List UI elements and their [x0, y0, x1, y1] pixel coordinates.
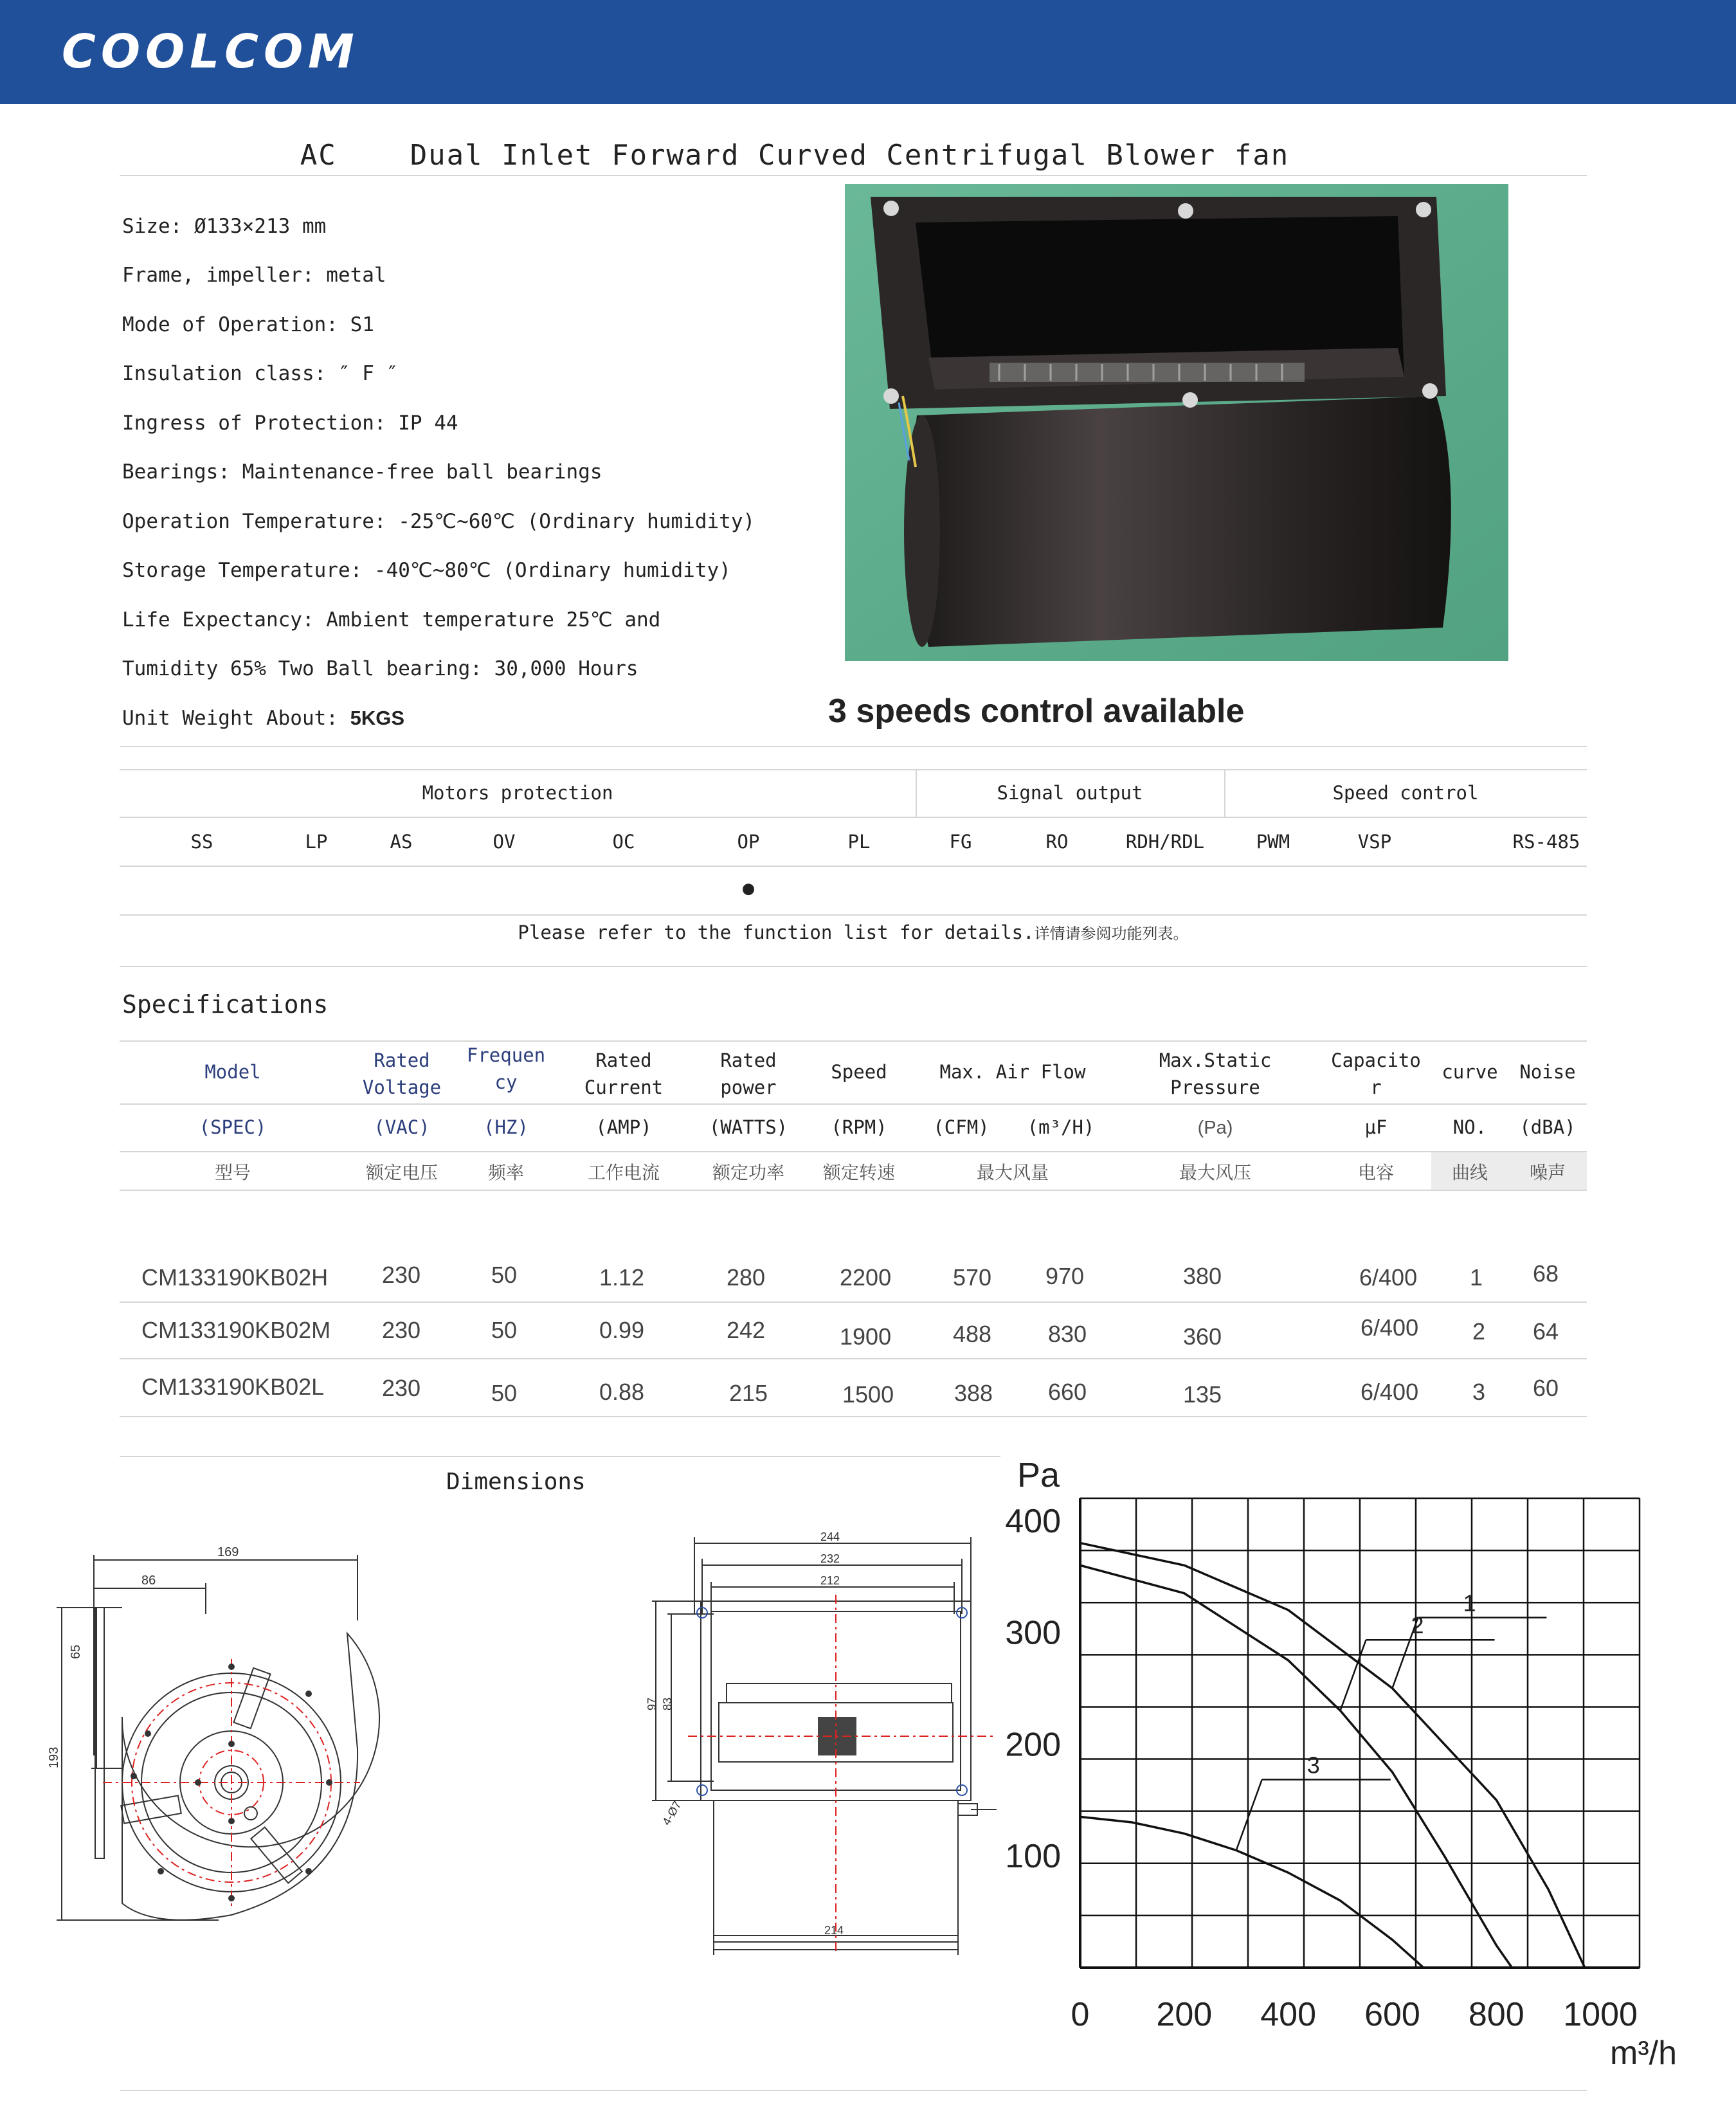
- dim-97: 97: [646, 1697, 658, 1710]
- rule: [120, 966, 1587, 967]
- row-current: 0.99: [599, 1317, 645, 1343]
- col-power: [691, 1047, 806, 1101]
- feature-insulation: Insulation class: ″ F ″: [122, 362, 399, 385]
- product-title: AC Dual Inlet Forward Curved Centrifugal Blower fan: [300, 139, 1290, 172]
- unit-pa: (Pa): [1197, 1118, 1233, 1138]
- cn-speed: 额定转速: [822, 1162, 895, 1183]
- dim-86: 86: [141, 1573, 156, 1588]
- col-capacitor: [1318, 1047, 1434, 1101]
- group-motors-protection: Motors protection: [422, 782, 613, 804]
- series-3-label: 3: [1307, 1752, 1320, 1779]
- feature-mode: Mode of Operation: S1: [122, 313, 374, 336]
- rule: [120, 746, 1587, 747]
- series-3-line: [1080, 1817, 1424, 1968]
- col-power-line1: Rated: [720, 1049, 777, 1071]
- col-model: Model: [204, 1061, 261, 1083]
- performance-chart: [1003, 1447, 1697, 2077]
- feature-storage-temp: Storage Temperature: -40℃~80℃ (Ordinary humidity): [122, 559, 731, 582]
- rule: [120, 1456, 1000, 1457]
- cn-model: 型号: [214, 1162, 251, 1183]
- col-curve: curve: [1442, 1061, 1498, 1083]
- col-pressure-line2: Pressure: [1170, 1076, 1260, 1098]
- code-vsp: VSP: [1357, 831, 1392, 853]
- row-current: 0.88: [599, 1379, 645, 1405]
- cn-pressure: 最大风压: [1179, 1162, 1251, 1183]
- row-cfm: 388: [954, 1380, 993, 1406]
- cn-voltage: 额定电压: [365, 1162, 438, 1183]
- feature-humidity: Tumidity 65% Two Ball bearing: 30,000 Hours: [122, 657, 638, 680]
- row-power: 242: [727, 1317, 766, 1343]
- feature-operation-temp: Operation Temperature: -25℃~60℃ (Ordinary humidity): [122, 510, 755, 533]
- row-pressure: 135: [1183, 1381, 1222, 1408]
- dim-193: 193: [47, 1746, 61, 1768]
- dim-212: 212: [820, 1574, 840, 1587]
- col-current: [566, 1047, 682, 1101]
- x-tick-label: 800: [1468, 1996, 1524, 2033]
- dim-214: 214: [824, 1924, 844, 1937]
- code-rs485: RS-485: [1512, 831, 1580, 853]
- row-frequency: 50: [491, 1380, 518, 1406]
- title-rule: [120, 175, 1587, 176]
- row-voltage: 230: [382, 1375, 421, 1401]
- x-tick-label: 1000: [1563, 1996, 1638, 2033]
- x-tick-label: 600: [1364, 1996, 1420, 2033]
- weight-value: 5KGS: [350, 707, 405, 729]
- brand-logo: COOLCOM: [62, 24, 359, 78]
- y-tick-label: 200: [1005, 1726, 1061, 1764]
- row-noise: 64: [1533, 1318, 1559, 1345]
- row-model: CM133190KB02L: [141, 1374, 325, 1400]
- col-noise: Noise: [1519, 1061, 1576, 1083]
- side-view-drawing: [39, 1543, 386, 1942]
- cn-noise: 噪声: [1529, 1162, 1566, 1183]
- code-as: AS: [390, 831, 413, 853]
- chart-curves: [1080, 1543, 1585, 1968]
- feature-protection: Ingress of Protection: IP 44: [122, 412, 458, 435]
- rule: [120, 2090, 1587, 2091]
- row-curve: 2: [1472, 1318, 1486, 1345]
- row-m3h: 660: [1048, 1379, 1087, 1405]
- series-1-label: 1: [1463, 1590, 1476, 1617]
- dim-holes: 4-Ø7: [660, 1799, 684, 1827]
- col-voltage-line1: Rated: [374, 1049, 430, 1071]
- unit-dba: (dBA): [1519, 1116, 1576, 1138]
- row-curve: 3: [1472, 1379, 1486, 1405]
- code-rdh-rdl: RDH/RDL: [1125, 831, 1205, 853]
- rule: [120, 769, 1587, 770]
- unit-vac: (VAC): [374, 1116, 430, 1138]
- col-voltage: [347, 1047, 457, 1101]
- op-supported-marker: ●: [742, 877, 755, 900]
- code-ov: OV: [493, 831, 516, 853]
- dim-169: 169: [217, 1545, 239, 1559]
- weight-label: Unit Weight About:: [122, 707, 350, 730]
- series-2-leader: [1341, 1640, 1366, 1710]
- cn-airflow: 最大风量: [976, 1162, 1049, 1183]
- unit-cfm: (CFM): [933, 1116, 990, 1138]
- col-capacitor-line2: r: [1370, 1076, 1382, 1098]
- row-cfm: 570: [953, 1264, 992, 1291]
- row-pressure: 360: [1183, 1323, 1222, 1350]
- function-note: [120, 921, 1587, 943]
- row-frequency: 50: [491, 1317, 518, 1343]
- cn-power: 额定功率: [712, 1162, 784, 1183]
- row-speed: 1900: [840, 1323, 892, 1350]
- row-capacitor: 6/400: [1359, 1264, 1418, 1291]
- row-frequency: 50: [491, 1262, 518, 1288]
- rule: [120, 866, 1587, 867]
- col-capacitor-line1: Capacito: [1331, 1049, 1421, 1071]
- rule: [120, 1190, 1587, 1191]
- y-tick-label: 100: [1005, 1838, 1061, 1876]
- x-tick-label: 0: [1071, 1996, 1090, 2033]
- col-pressure-line1: Max.Static: [1159, 1049, 1272, 1071]
- x-tick-label: 400: [1260, 1996, 1317, 2033]
- rule: [120, 914, 1587, 916]
- rule: [120, 1103, 1587, 1105]
- row-voltage: 230: [382, 1317, 421, 1343]
- unit-watts: (WATTS): [709, 1116, 788, 1138]
- col-frequency: [458, 1042, 554, 1096]
- row-current: 1.12: [599, 1264, 645, 1291]
- brand-header: [0, 0, 1736, 104]
- row-noise: 60: [1533, 1375, 1559, 1401]
- code-op: OP: [737, 831, 760, 853]
- dim-65: 65: [69, 1644, 83, 1659]
- unit-no: NO.: [1452, 1116, 1487, 1138]
- row-speed: 2200: [840, 1264, 892, 1291]
- code-pwm: PWM: [1256, 831, 1290, 853]
- unit-spec: (SPEC): [199, 1116, 267, 1138]
- feature-weight: [122, 707, 404, 730]
- cn-frequency: 频率: [487, 1162, 524, 1183]
- group-signal-output: Signal output: [997, 782, 1143, 804]
- feature-size: Size: Ø133×213 mm: [122, 215, 327, 238]
- cn-capacitor: 电容: [1357, 1162, 1394, 1183]
- unit-amp: (AMP): [595, 1116, 652, 1138]
- specifications-heading: Specifications: [122, 990, 329, 1019]
- col-current-line1: Rated: [595, 1049, 652, 1071]
- row-voltage: 230: [382, 1262, 421, 1288]
- speeds-note: 3 speeds control available: [828, 693, 1245, 730]
- code-pl: PL: [847, 831, 871, 853]
- col-speed: Speed: [831, 1061, 887, 1083]
- row-power: 280: [727, 1264, 766, 1291]
- series-1-line: [1080, 1543, 1585, 1968]
- row-m3h: 970: [1045, 1263, 1085, 1289]
- y-tick-label: 300: [1005, 1614, 1061, 1652]
- unit-uf: μF: [1364, 1116, 1388, 1138]
- feature-life-expectancy: Life Expectancy: Ambient temperature 25℃ and: [122, 608, 661, 631]
- row-cfm: 488: [953, 1321, 992, 1347]
- cn-current: 工作电流: [587, 1162, 660, 1183]
- y-tick-label: 400: [1005, 1502, 1061, 1540]
- row-power: 215: [729, 1380, 768, 1406]
- rule: [120, 1151, 1587, 1152]
- row-capacitor: 6/400: [1361, 1314, 1419, 1341]
- rule: [120, 1301, 1587, 1303]
- code-ss: SS: [190, 831, 213, 853]
- rule: [120, 1358, 1587, 1359]
- col-airflow: Max. Air Flow: [939, 1061, 1086, 1083]
- row-capacitor: 6/400: [1361, 1379, 1419, 1405]
- x-axis-unit: m³/h: [1610, 2035, 1677, 2072]
- row-model: CM133190KB02M: [141, 1317, 331, 1343]
- y-axis-label: Pa: [1017, 1456, 1060, 1494]
- col-frequency-line1: Frequen: [466, 1044, 546, 1066]
- product-photo: [845, 184, 1508, 661]
- row-noise: 68: [1533, 1260, 1559, 1287]
- rule: [120, 817, 1587, 818]
- series-2-label: 2: [1411, 1612, 1424, 1639]
- row-curve: 1: [1470, 1264, 1483, 1291]
- code-fg: FG: [949, 831, 972, 853]
- col-pressure: [1138, 1047, 1292, 1101]
- rule: [120, 1416, 1587, 1417]
- function-note-cn: 详情请参阅功能列表。: [1034, 925, 1189, 943]
- unit-m3h: (m³/H): [1027, 1116, 1095, 1138]
- code-ro: RO: [1045, 831, 1069, 853]
- dim-232: 232: [820, 1552, 840, 1565]
- col-frequency-line2: cy: [494, 1071, 518, 1093]
- col-current-line2: Current: [584, 1076, 664, 1098]
- x-tick-label: 200: [1156, 1996, 1213, 2033]
- row-pressure: 380: [1183, 1263, 1222, 1289]
- dim-244: 244: [820, 1530, 840, 1543]
- rule: [120, 1040, 1587, 1042]
- row-speed: 1500: [842, 1381, 894, 1408]
- feature-bearings: Bearings: Maintenance-free ball bearings: [122, 460, 602, 484]
- code-oc: OC: [612, 831, 635, 853]
- dim-83: 83: [661, 1697, 674, 1710]
- feature-frame: Frame, impeller: metal: [122, 264, 386, 287]
- chart-ticks: [1005, 1503, 1638, 2033]
- col-power-line2: power: [720, 1076, 777, 1098]
- function-note-en: Please refer to the function list for details.: [518, 921, 1035, 943]
- cn-curve: 曲线: [1451, 1162, 1488, 1183]
- group-speed-control: Speed control: [1332, 782, 1479, 804]
- dimensions-heading: Dimensions: [446, 1469, 586, 1495]
- unit-hz: (HZ): [484, 1116, 529, 1138]
- front-view-drawing: [646, 1518, 1009, 1961]
- code-lp: LP: [305, 831, 328, 853]
- unit-rpm: (RPM): [831, 1116, 887, 1138]
- series-3-leader: [1236, 1780, 1262, 1851]
- series-2-line: [1080, 1565, 1512, 1968]
- row-model: CM133190KB02H: [141, 1264, 329, 1291]
- col-voltage-line2: Voltage: [362, 1076, 442, 1098]
- row-m3h: 830: [1048, 1321, 1087, 1347]
